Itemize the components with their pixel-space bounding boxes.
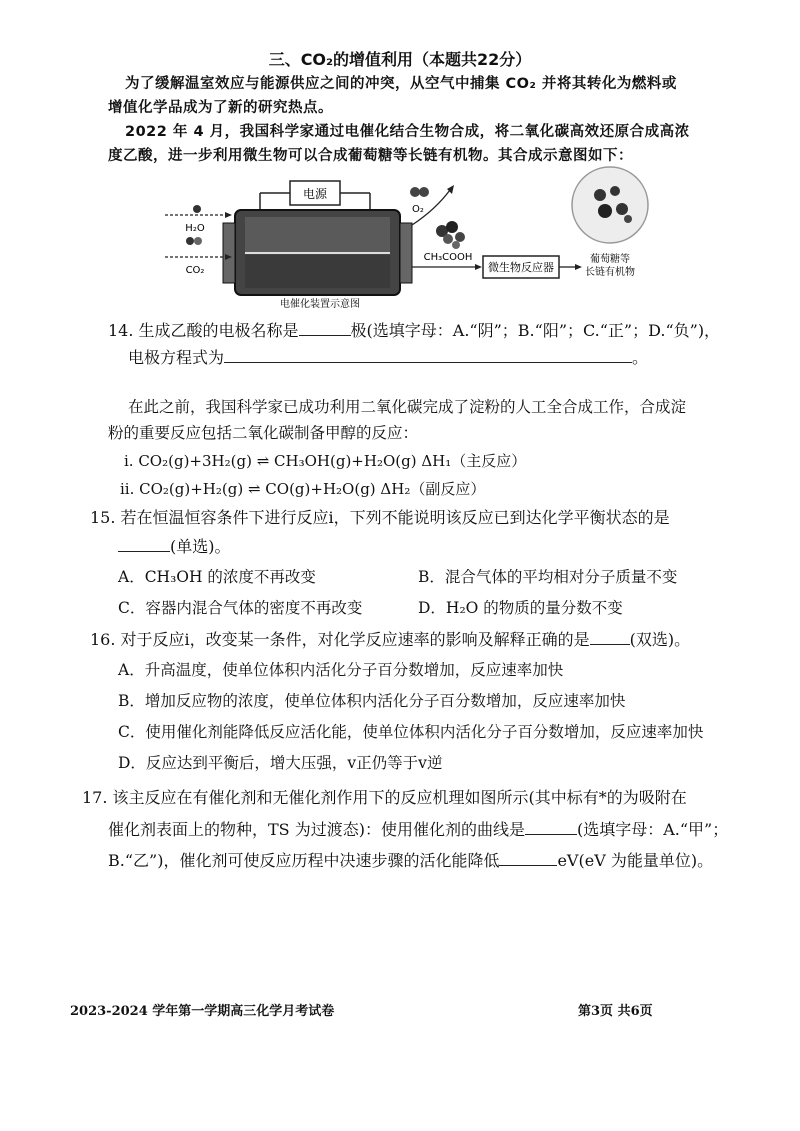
electrocatalysis-diagram [150, 165, 670, 310]
q17-line-2: 催化剂表面上的物种，TS 为过渡态)：使用催化剂的曲线是 (选填字母：A.“甲”； [108, 820, 729, 839]
q15-blank[interactable] [118, 551, 170, 552]
footer-exam-title: 2023-2024 学年第一学期高三化学月考试卷 [70, 1004, 335, 1019]
intro-line-4: 度乙酸，进一步利用微生物可以合成葡萄糖等长链有机物。其合成示意图如下： [108, 148, 633, 164]
q17-line-1: 17. 该主反应在有催化剂和无催化剂作用下的反应机理如图所示(其中标有*的为吸附在 [82, 788, 687, 807]
q15-option-b: B．混合气体的平均相对分子质量不变 [418, 568, 678, 586]
o2-molecule-icon [410, 187, 420, 197]
q14-line-2: 电极方程式为 。 [128, 348, 649, 367]
product-label-line-1: 葡萄糖等 [590, 254, 630, 265]
q16-option-c: C．使用催化剂能降低反应活化能，使单位体积内活化分子百分数增加，反应速率加快 [118, 723, 704, 741]
q17-blank-2[interactable] [499, 865, 557, 866]
molecule-icon [193, 205, 201, 213]
q16-option-d: D．反应达到平衡后，增大压强，v正仍等于v逆 [118, 754, 443, 772]
product-label-line-2: 长链有机物 [585, 267, 635, 278]
intro-line-3: 2022 年 4 月，我国科学家通过电催化结合生物合成，将二氧化碳高效还原合成高浓 [125, 124, 690, 140]
q15-line-1: 15. 若在恒温恒容条件下进行反应i，下列不能说明该反应已到达化学平衡状态的是 [90, 508, 670, 527]
acetic-acid-label: CH₃COOH [423, 252, 473, 263]
h2o-label: H₂O [185, 223, 205, 234]
intro-line-2: 增值化学品成为了新的研究热点。 [108, 100, 333, 116]
q16-option-a: A．升高温度，使单位体积内活化分子百分数增加，反应速率加快 [118, 661, 564, 679]
reaction-i: i. CO₂(g)+3H₂(g) ⇌ CH₃OH(g)+H₂O(g) ΔH₁（主反应） [124, 452, 527, 470]
q14-line-1: 14. 生成乙酸的电极名称是 极(选填字母：A.“阴”；B.“阳”；C.“正”；D.“负”)， [108, 321, 721, 340]
power-source-label: 电源 [302, 187, 328, 201]
q17-line-3: B.“乙”)，催化剂可使反应历程中决速步骤的活化能降低 eV(eV 为能量单位)。 [108, 851, 714, 870]
q17-blank-1[interactable] [525, 834, 577, 835]
diagram-caption: 电催化装置示意图 [280, 299, 360, 310]
q15-option-a: A．CH₃OH 的浓度不再改变 [118, 568, 316, 586]
o2-label: O₂ [412, 204, 424, 215]
q15-line-2: (单选)。 [118, 534, 231, 557]
q14-blank-1[interactable] [299, 335, 351, 336]
intro-line-1: 为了缓解温室效应与能源供应之间的冲突，从空气中捕集 CO₂ 并将其转化为燃料或 [125, 76, 677, 92]
context-line-1: 在此之前，我国科学家已成功利用二氧化碳完成了淀粉的人工全合成工作，合成淀 [128, 398, 687, 416]
section-title: 三、CO₂的增值利用（本题共22分） [268, 50, 532, 69]
q15-option-d: D．H₂O 的物质的量分数不变 [418, 599, 623, 617]
q16-blank[interactable] [590, 644, 630, 645]
footer-page-number: 第3页 共6页 [578, 1004, 653, 1019]
q14-blank-2[interactable] [224, 362, 632, 363]
product-sphere-icon [572, 167, 648, 243]
reaction-ii: ii. CO₂(g)+H₂(g) ⇌ CO(g)+H₂O(g) ΔH₂（副反应） [120, 480, 486, 498]
q15-option-c: C．容器内混合气体的密度不再改变 [118, 599, 363, 617]
co2-label: CO₂ [185, 265, 205, 276]
microbial-reactor-label: 微生物反应器 [488, 261, 554, 274]
context-line-2: 粉的重要反应包括二氧化碳制备甲醇的反应： [108, 424, 419, 442]
q16-line-1: 16. 对于反应i，改变某一条件，对化学反应速率的影响及解释正确的是 (双选)。 [90, 630, 691, 649]
q16-option-b: B．增加反应物的浓度，使单位体积内活化分子百分数增加，反应速率加快 [118, 692, 626, 710]
